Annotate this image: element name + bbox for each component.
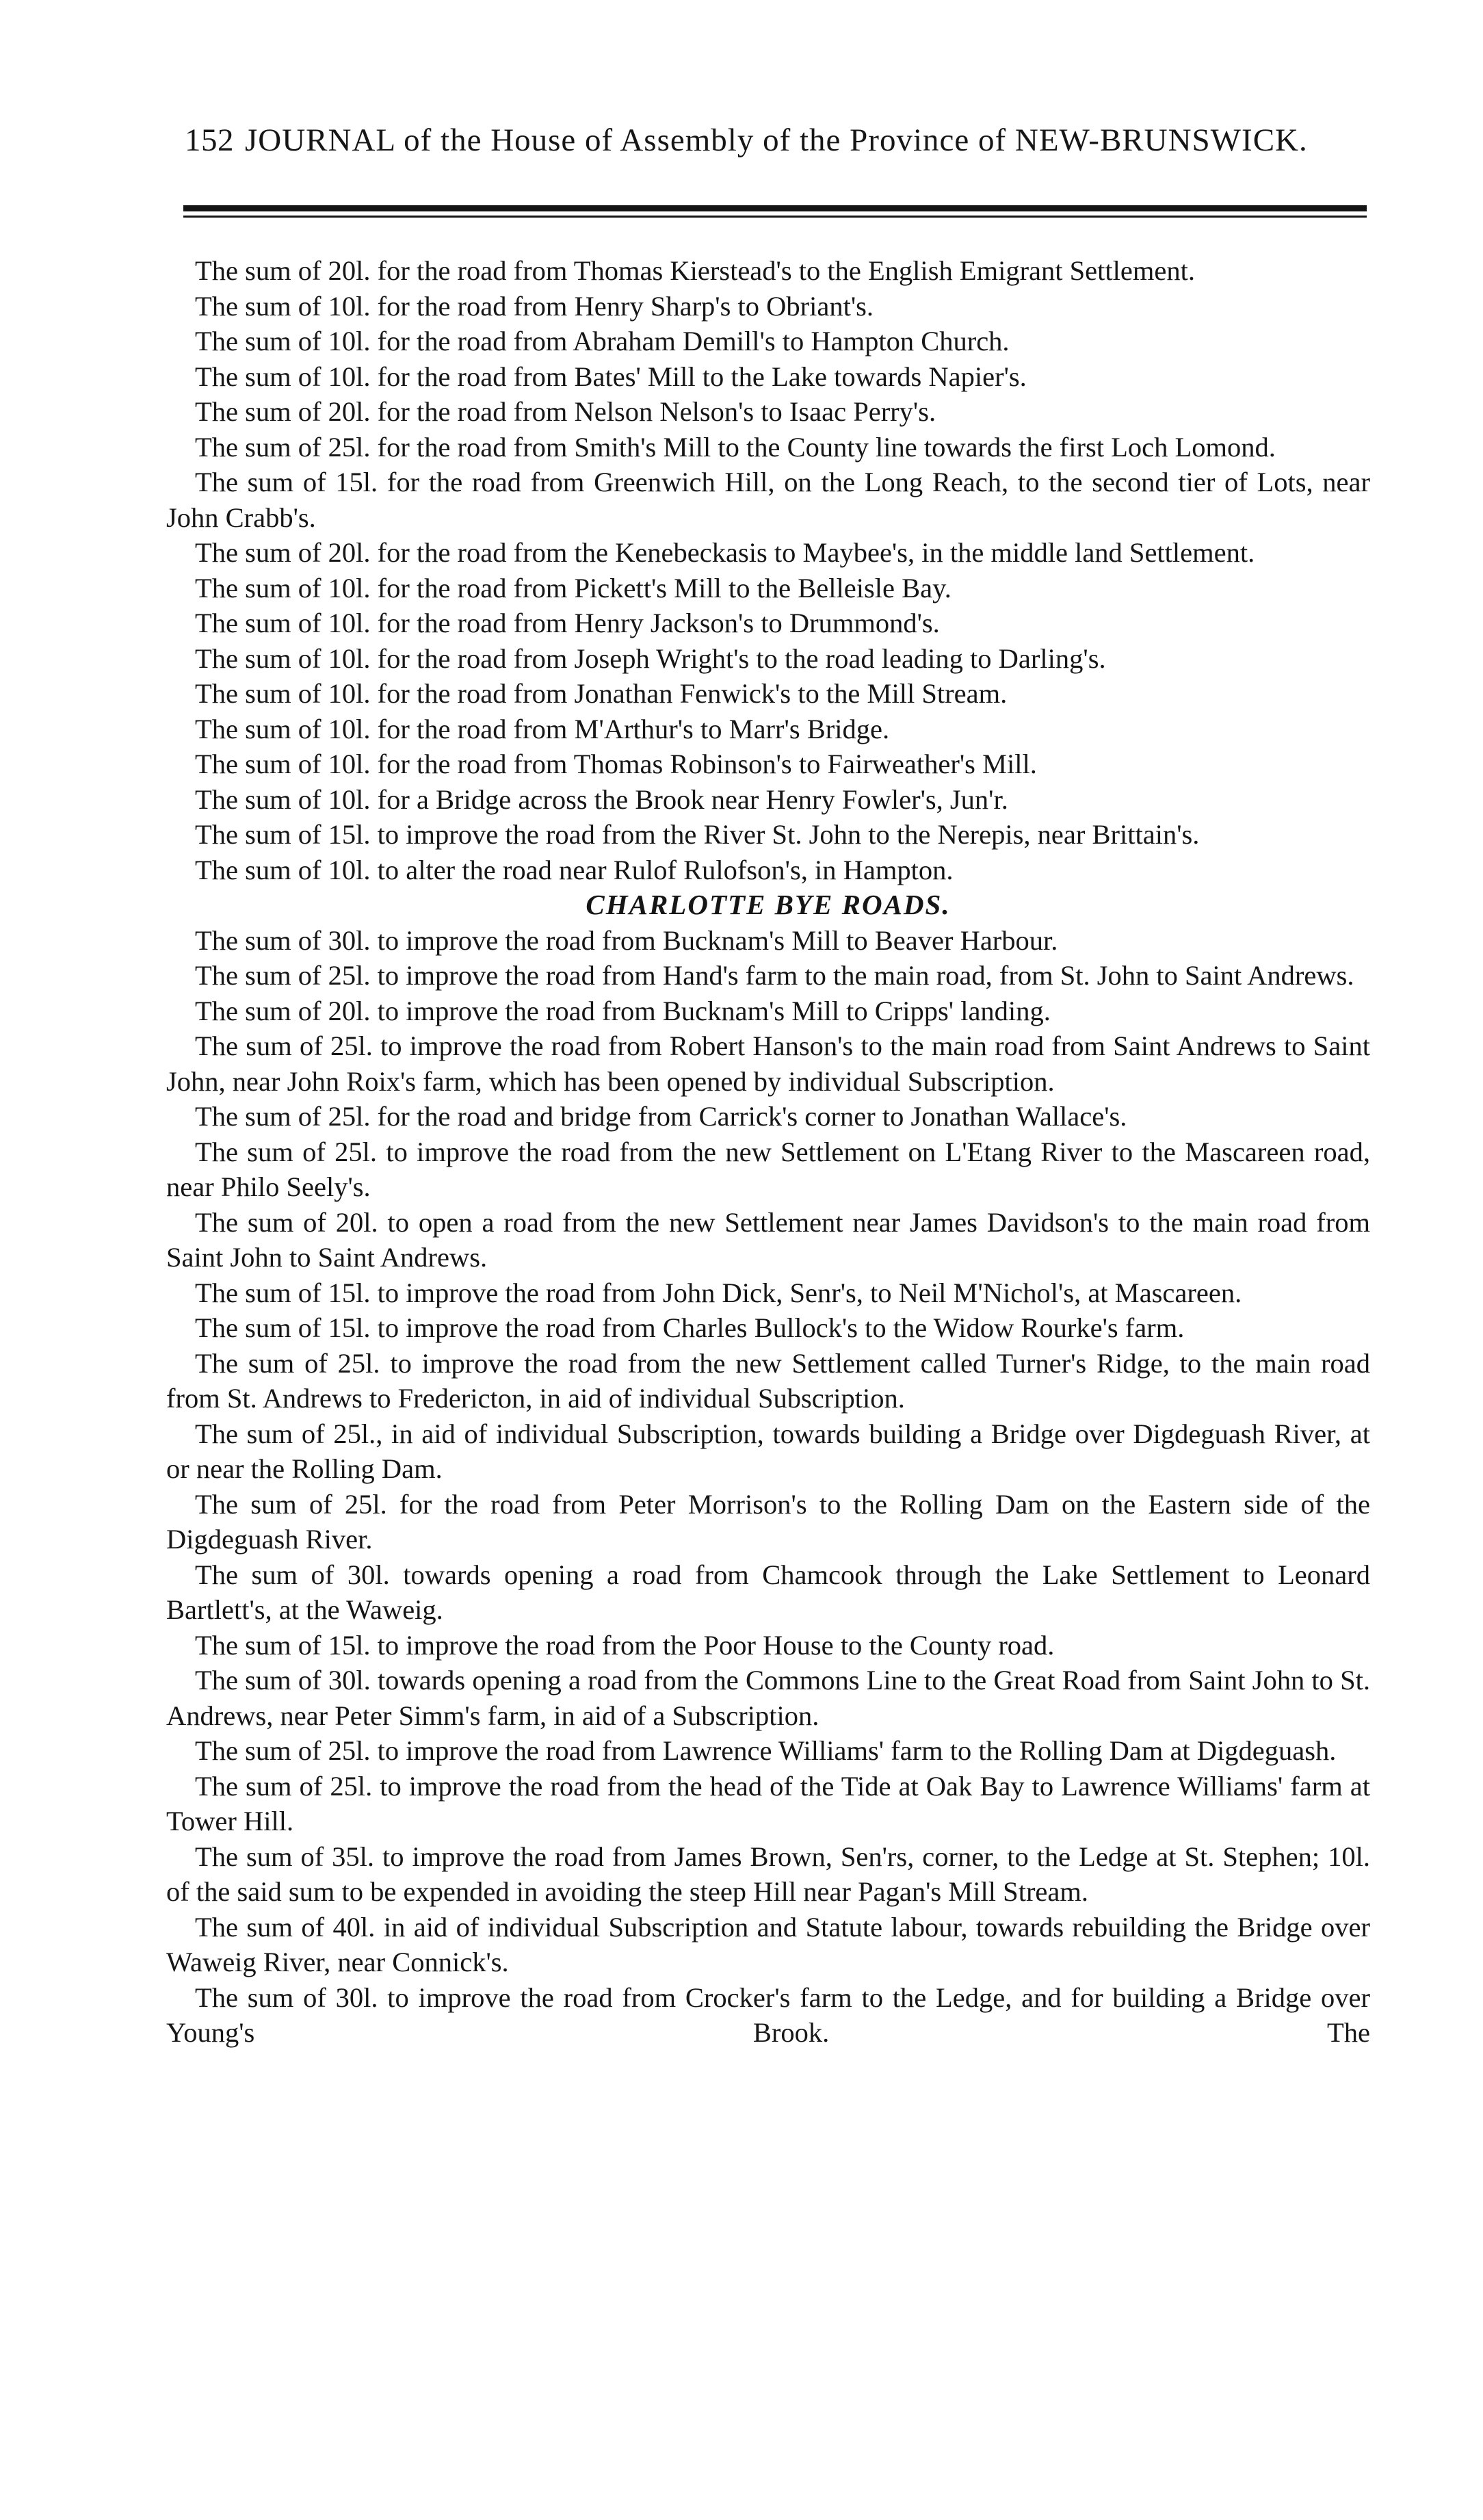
page-header <box>185 122 1308 159</box>
entry-paragraph: The sum of 20l. to open a road from the new Settlement near James Davidson's to the main road from Saint John to Saint Andrews. <box>166 1206 1370 1273</box>
section-heading: CHARLOTTE BYE ROADS. <box>586 889 951 920</box>
entry-paragraph: The sum of 25l. to improve the road from the head of the Tide at Oak Bay to Lawrence Williams' farm at Tower Hill. <box>166 1770 1370 1836</box>
entry-paragraph: The sum of 30l. to improve the road from Bucknam's Mill to Beaver Harbour. <box>195 924 1058 956</box>
entry-paragraph: The sum of 15l. for the road from Greenwich Hill, on the Long Reach, to the second tier of Lots, near John Crabb's. <box>166 467 1370 533</box>
entry-paragraph: The sum of 35l. to improve the road from James Brown, Sen'rs, corner, to the Ledge at St. Stephen; 10l. of the said sum to be expended in avoiding the steep Hill near Pagan's Mill Stream. <box>166 1841 1370 1907</box>
entry-paragraph: The sum of 20l. for the road from Nelson Nelson's to Isaac Perry's. <box>195 396 936 427</box>
entry-paragraph: The sum of 10l. for the road from Thomas Robinson's to Fairweather's Mill. <box>195 749 1037 779</box>
entry-paragraph: The sum of 10l. for the road from Abraham Demill's to Hampton Church. <box>195 326 1010 356</box>
entry-paragraph: The sum of 30l. towards opening a road from Chamcook through the Lake Settlement to Leonard Bartlett's, at the Waweig. <box>166 1559 1370 1625</box>
entry-paragraph: The sum of 20l. to improve the road from Bucknam's Mill to Cripps' landing. <box>195 995 1051 1026</box>
entry-paragraph: The sum of 30l. towards opening a road from the Commons Line to the Great Road from Saint John to St. Andrews, near Peter Simm's farm, in aid of a Subscription. <box>166 1665 1370 1731</box>
entry-paragraph: The sum of 25l., in aid of individual Subscription, towards building a Bridge over Digdeguash River, at or near the Rolling Dam. <box>166 1418 1370 1484</box>
entry-paragraph: The sum of 25l. to improve the road from the new Settlement called Turner's Ridge, to the main road from St. Andrews to Fredericton, in aid of individual Subscription. <box>166 1347 1370 1414</box>
page-number: 152 <box>185 122 234 158</box>
entry-paragraph: The sum of 10l. for the road from Jonathan Fenwick's to the Mill Stream. <box>195 678 1008 709</box>
entry-paragraph: The sum of 25l. to improve the road from Lawrence Williams' farm to the Rolling Dam at Digdeguash. <box>195 1735 1337 1766</box>
entry-paragraph: The sum of 20l. for the road from the Kenebeckasis to Maybee's, in the middle land Settlement. <box>195 537 1255 568</box>
running-title: JOURNAL of the House of Assembly of the Province of NEW-BRUNSWICK. <box>245 122 1308 158</box>
header-rule-thin <box>183 216 1367 218</box>
entry-paragraph: The sum of 30l. to improve the road from Crocker's farm to the Ledge, and for building a Bridge over Young's Brook. The <box>166 1982 1370 2048</box>
entry-paragraph: The sum of 10l. for the road from Bates' Mill to the Lake towards Napier's. <box>195 361 1027 392</box>
header-rule-thick <box>183 205 1367 211</box>
entry-paragraph: The sum of 15l. to improve the road from John Dick, Senr's, to Neil M'Nichol's, at Mascareen. <box>195 1277 1242 1308</box>
entry-paragraph: The sum of 25l. to improve the road from Hand's farm to the main road, from St. John to Saint Andrews. <box>195 960 1354 991</box>
entry-paragraph: The sum of 20l. for the road from Thomas Kierstead's to the English Emigrant Settlement. <box>195 255 1195 286</box>
entry-paragraph: The sum of 40l. in aid of individual Subscription and Statute labour, towards rebuilding the Bridge over Waweig River, near Connick's. <box>166 1911 1370 1977</box>
entry-paragraph: The sum of 15l. to improve the road from Charles Bullock's to the Widow Rourke's farm. <box>195 1312 1185 1343</box>
entry-paragraph: The sum of 10l. for the road from Henry Sharp's to Obriant's. <box>195 290 874 322</box>
entry-paragraph: The sum of 25l. to improve the road from Robert Hanson's to the main road from Saint Andrews to Saint John, near John Roix's farm, which has been opened by individual Subscription. <box>166 1030 1370 1097</box>
entry-paragraph: The sum of 10l. for the road from M'Arthur's to Marr's Bridge. <box>195 713 890 744</box>
entry-paragraph: The sum of 10l. for the road from Joseph Wright's to the road leading to Darling's. <box>195 642 1106 674</box>
entry-paragraph: The sum of 10l. for a Bridge across the Brook near Henry Fowler's, Jun'r. <box>195 783 1008 815</box>
entry-paragraph: The sum of 25l. for the road and bridge from Carrick's corner to Jonathan Wallace's. <box>195 1101 1127 1132</box>
entry-paragraph: The sum of 25l. for the road from Smith's Mill to the County line towards the first Loch Lomond. <box>195 431 1276 463</box>
body-text <box>166 253 1370 2051</box>
entry-paragraph: The sum of 10l. to alter the road near Rulof Rulofson's, in Hampton. <box>195 854 954 885</box>
entry-paragraph: The sum of 15l. to improve the road from the River St. John to the Nerepis, near Brittain's. <box>195 819 1200 850</box>
entry-paragraph: The sum of 10l. for the road from Henry Jackson's to Drummond's. <box>195 608 940 638</box>
entry-paragraph: The sum of 25l. to improve the road from the new Settlement on L'Etang River to the Mascareen road, near Philo Seely's. <box>166 1136 1370 1202</box>
entry-paragraph: The sum of 10l. for the road from Pickett's Mill to the Belleisle Bay. <box>195 572 952 603</box>
entry-paragraph: The sum of 25l. for the road from Peter Morrison's to the Rolling Dam on the Eastern side of the Digdeguash River. <box>166 1488 1370 1555</box>
entry-paragraph: The sum of 15l. to improve the road from the Poor House to the County road. <box>195 1629 1055 1661</box>
